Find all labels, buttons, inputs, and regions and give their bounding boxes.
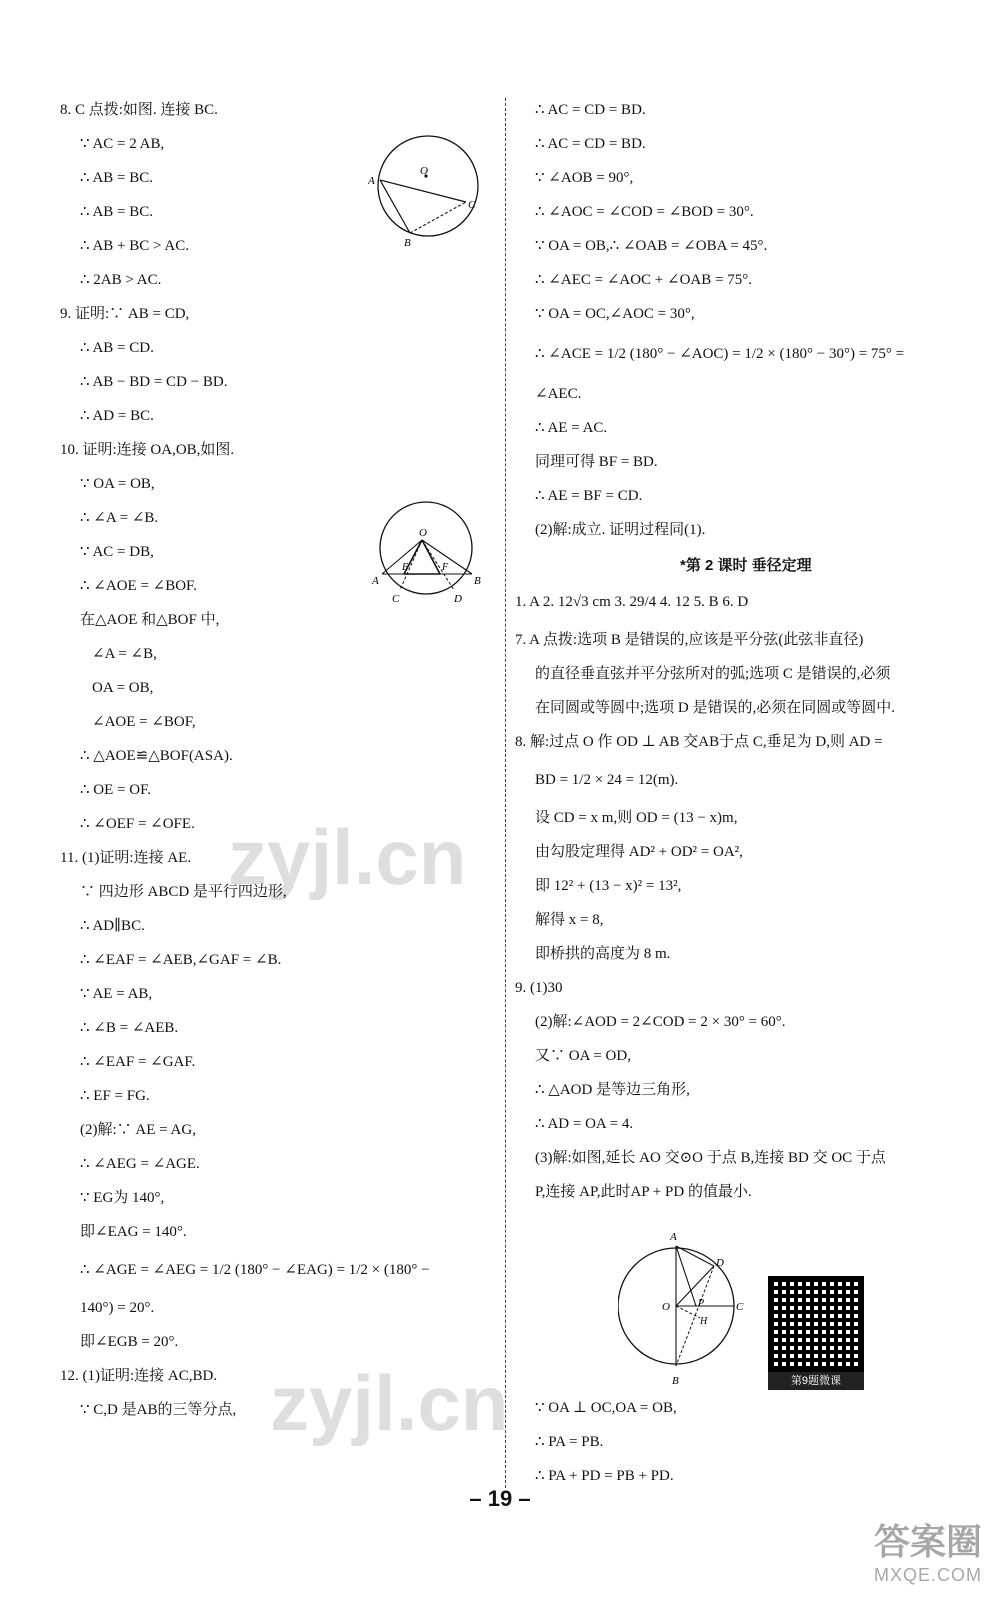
left-text-line: ∴ ∠AOE = ∠BOF. (80, 578, 197, 594)
fig1-label-a: A (368, 175, 375, 187)
left-text-line: ∴ ∠B = ∠AEB. (80, 1020, 179, 1036)
left-text-line: ∴ AB = BC. (80, 204, 154, 220)
watermark: zyjl.cn (270, 1359, 509, 1447)
right-text-line: 由勾股定理得 AD² + OD² = OA², (535, 844, 743, 860)
left-text-line: 8. C 点拨:如图. 连接 BC. (60, 102, 218, 118)
column-divider (505, 98, 506, 1488)
qr-code-icon[interactable] (768, 1276, 864, 1372)
left-text-line: (2)解:∵ AE = AG, (80, 1122, 196, 1138)
fig2-label-d: D (454, 593, 462, 605)
right-text-line: ∠AEC. (535, 386, 582, 402)
fig3-label-a: A (670, 1231, 677, 1243)
fig2-label-b: B (474, 575, 481, 587)
right-text-line: ∴ ∠ACE = 1/2 (180° − ∠AOC) = 1/2 × (180° − 30°) = 75° = (535, 346, 905, 362)
watermark: zyjl.cn (228, 813, 467, 901)
right-text-line: 又∵ OA = OD, (535, 1048, 631, 1064)
right-text-line: ∴ PA + PD = PB + PD. (535, 1468, 674, 1484)
fig1-label-o: O (420, 165, 428, 177)
brand-name: 答案圈 (873, 1521, 982, 1562)
left-text-line: ∵ AC = DB, (80, 544, 154, 560)
fig3-label-b: B (672, 1375, 679, 1387)
left-text-line: ∴ AD∥BC. (80, 918, 145, 934)
right-text-line: 设 CD = x m,则 OD = (13 − x)m, (535, 810, 738, 826)
left-text-line: 140°) = 20°. (80, 1300, 155, 1316)
right-text-line: ∴ AD = OA = 4. (535, 1116, 634, 1132)
left-text-line: ∠AOE = ∠BOF, (92, 714, 196, 730)
left-text-line: 即∠EAG = 140°. (80, 1224, 187, 1240)
right-text-line: 即 12² + (13 − x)² = 13², (535, 878, 682, 894)
fig3-label-p: P (698, 1298, 705, 1309)
left-text-line: ∴ ∠EAF = ∠GAF. (80, 1054, 196, 1070)
right-text-line: P,连接 AP,此时AP + PD 的值最小. (535, 1184, 752, 1200)
right-text-line: (2)解:∠AOD = 2∠COD = 2 × 30° = 60°. (535, 1014, 786, 1030)
left-text-line: ∴ △AOE≌△BOF(ASA). (80, 748, 233, 764)
left-text-line: ∴ AB + BC > AC. (80, 238, 189, 254)
right-text-line: 7. A 点拨:选项 B 是错误的,应该是平分弦(此弦非直径) (515, 632, 864, 648)
left-text-line: ∴ AB − BD = CD − BD. (80, 374, 228, 390)
left-text-line: ∠A = ∠B, (92, 646, 157, 662)
right-text-line: ∴ ∠AOC = ∠COD = ∠BOD = 30°. (535, 204, 754, 220)
left-text-line: ∴ EF = FG. (80, 1088, 150, 1104)
right-text-line: 9. (1)30 (515, 980, 563, 996)
left-text-line: OA = OB, (92, 680, 154, 696)
left-text-line: ∴ AB = CD. (80, 340, 154, 356)
right-text-line: ∴ AC = CD = BD. (535, 136, 646, 152)
right-text-line: ∴ AC = CD = BD. (535, 102, 646, 118)
right-text-line: ∵ OA = OB,∴ ∠OAB = ∠OBA = 45°. (535, 238, 768, 254)
fig2-label-e: E (402, 562, 409, 573)
left-text-line: ∴ ∠AEG = ∠AGE. (80, 1156, 200, 1172)
fig2-label-f: F (442, 562, 449, 573)
fig2-label-c: C (392, 593, 400, 605)
left-text-line: ∵ C,D 是AB的三等分点, (80, 1402, 237, 1418)
right-text-line: 8. 解:过点 O 作 OD ⊥ AB 交AB于点 C,垂足为 D,则 AD = (515, 734, 883, 750)
right-text-line: 即桥拱的高度为 8 m. (535, 946, 671, 962)
right-text-line: (3)解:如图,延长 AO 交⊙O 于点 B,连接 BD 交 OC 于点 (535, 1150, 886, 1166)
fig1-label-b: B (404, 237, 411, 248)
left-text-line: ∵ AE = AB, (80, 986, 153, 1002)
left-text-line: 即∠EGB = 20°. (80, 1334, 179, 1350)
right-text-line: ∴ △AOD 是等边三角形, (535, 1082, 690, 1098)
left-text-line: ∵ AC = 2 AB, (80, 136, 165, 152)
right-text-line: ∵ ∠AOB = 90°, (535, 170, 634, 186)
left-text-line: 9. 证明:∵ AB = CD, (60, 306, 190, 322)
page-number: – 19 – (469, 1486, 531, 1511)
left-text-line: ∴ AB = BC. (80, 170, 154, 186)
figure-circle-oab (370, 498, 486, 606)
left-text-line: ∴ ∠AGE = ∠AEG = 1/2 (180° − ∠EAG) = 1/2 × (180° − (80, 1262, 430, 1278)
right-text-line: *第 2 课时 垂径定理 (680, 557, 812, 574)
left-text-line: 12. (1)证明:连接 AC,BD. (60, 1368, 218, 1384)
left-text-line: ∵ 四边形 ABCD 是平行四边形, (80, 884, 287, 900)
right-text-line: (2)解:成立. 证明过程同(1). (535, 522, 706, 538)
left-text-line: ∴ AD = BC. (80, 408, 154, 424)
fig2-label-a: A (372, 575, 379, 587)
right-text-line: 在同圆或等圆中;选项 D 是错误的,必须在同圆或等圆中. (535, 700, 896, 716)
left-text-line: ∵ EG为 140°, (80, 1190, 165, 1206)
fig2-label-o: O (419, 527, 427, 539)
left-text-line: 在△AOE 和△BOF 中, (80, 612, 220, 628)
right-text-line: 解得 x = 8, (535, 912, 604, 928)
fig3-label-o: O (662, 1301, 670, 1313)
fig3-label-h: H (700, 1316, 708, 1327)
left-text-line: ∴ ∠EAF = ∠AEB,∠GAF = ∠B. (80, 952, 282, 968)
left-text-line: ∴ ∠A = ∠B. (80, 510, 159, 526)
right-text-line: ∵ OA ⊥ OC,OA = OB, (535, 1400, 677, 1416)
fig3-label-c: C (736, 1301, 744, 1313)
left-text-line: 11. (1)证明:连接 AE. (60, 850, 192, 866)
left-text-line: ∴ 2AB > AC. (80, 272, 162, 288)
right-text-line: 1. A 2. 12√3 cm 3. 29/4 4. 12 5. B 6. D (515, 594, 749, 610)
right-text-line: ∴ AE = AC. (535, 420, 608, 436)
left-text-line: ∴ OE = OF. (80, 782, 151, 798)
right-text-line: 同理可得 BF = BD. (535, 454, 658, 470)
left-text-line: 10. 证明:连接 OA,OB,如图. (60, 442, 235, 458)
brand-logo (874, 1514, 982, 1586)
figure-circle-abc (368, 128, 488, 248)
left-text-line: ∴ ∠OEF = ∠OFE. (80, 816, 195, 832)
right-text-line: BD = 1/2 × 24 = 12(m). (535, 772, 679, 788)
brand-url: MXQE.COM (873, 1565, 982, 1585)
right-text-line: ∴ ∠AEC = ∠AOC + ∠OAB = 75°. (535, 272, 752, 288)
fig1-label-c: C (468, 199, 476, 211)
qr-label: 第9题微课 (768, 1372, 864, 1390)
right-text-line: ∵ OA = OC,∠AOC = 30°, (535, 306, 695, 322)
right-text-line: ∴ AE = BF = CD. (535, 488, 643, 504)
fig3-label-d: D (716, 1257, 724, 1269)
left-text-line: ∵ OA = OB, (80, 476, 155, 492)
right-text-line: ∴ PA = PB. (535, 1434, 604, 1450)
right-text-line: 的直径垂直弦并平分弦所对的弧;选项 C 是错误的,必须 (535, 666, 891, 682)
figure-circle-shortest-path (618, 1226, 758, 1398)
